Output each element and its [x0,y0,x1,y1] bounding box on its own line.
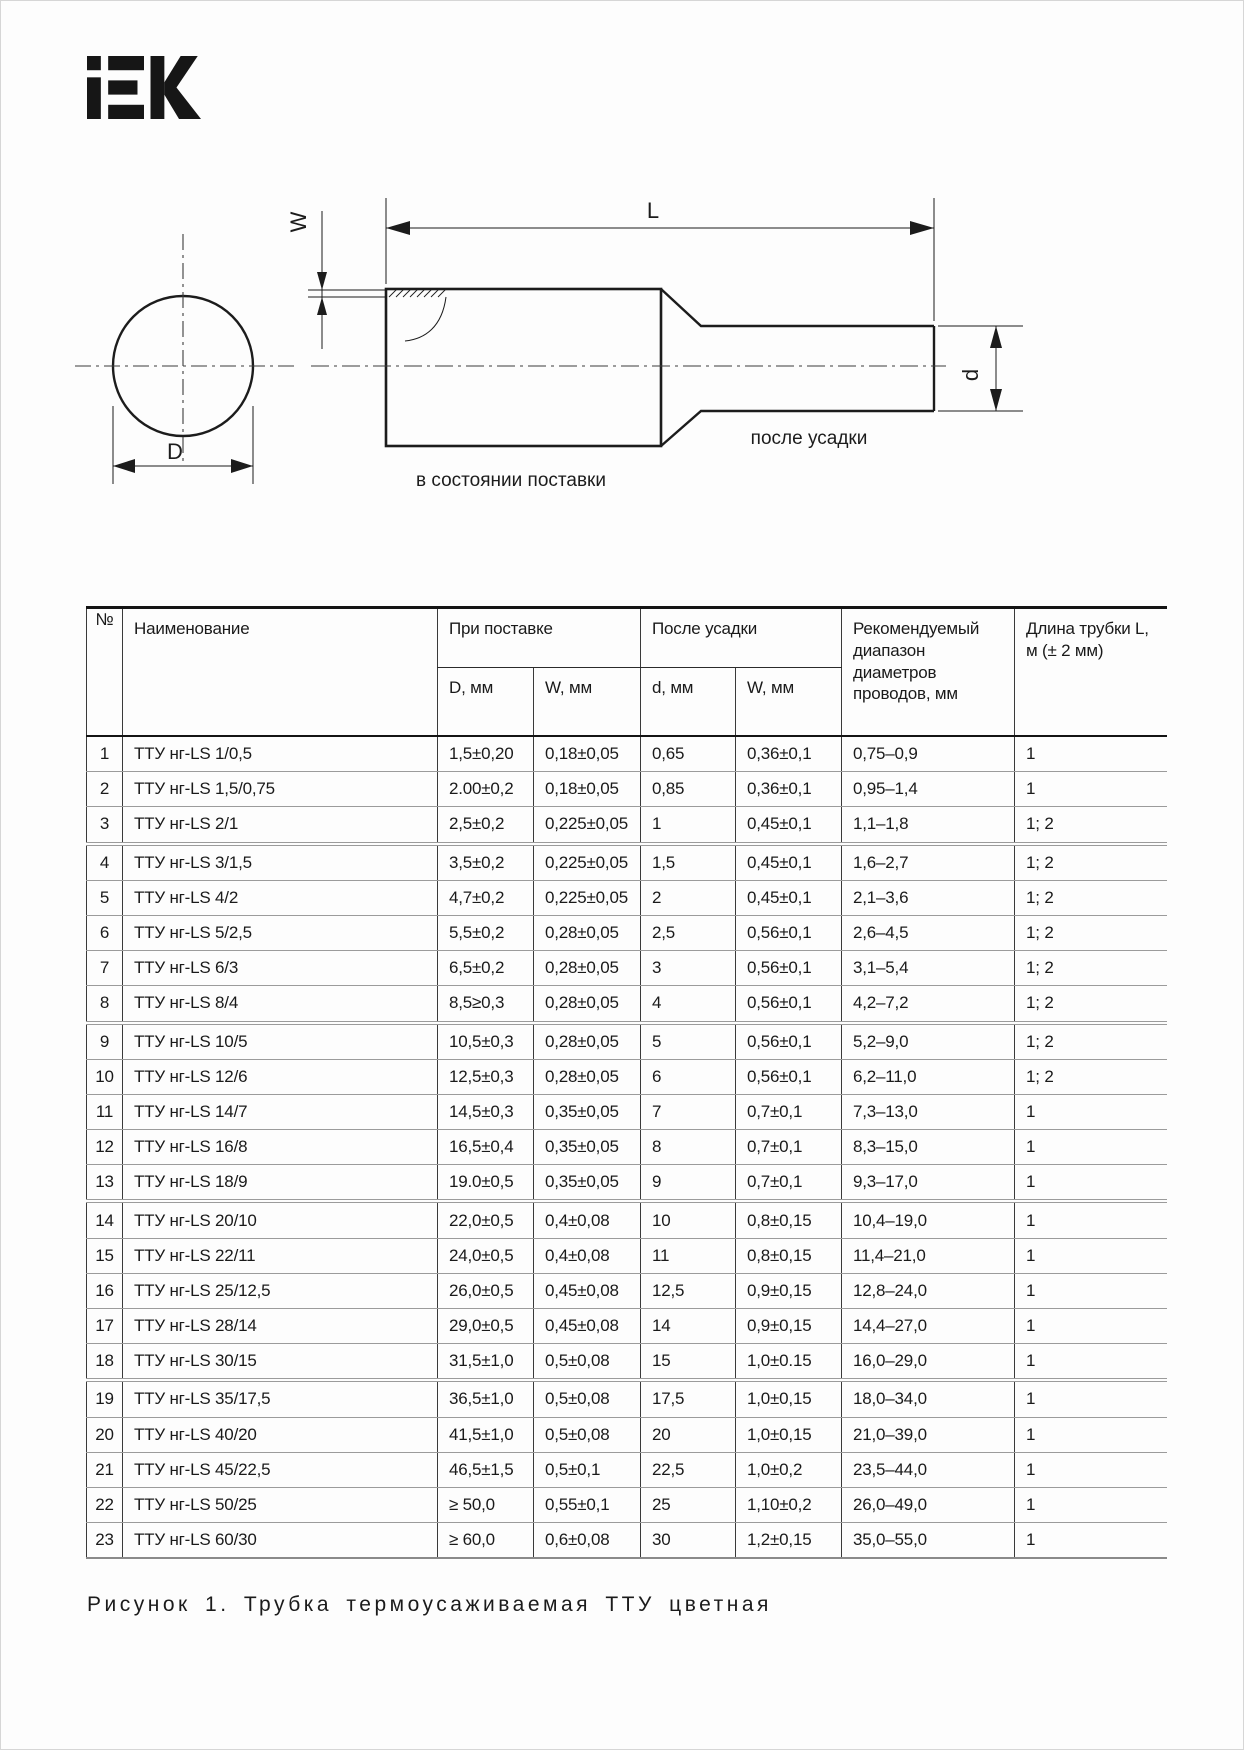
supply-wall: 0,225±0,05 [534,880,641,915]
logo-k-upper-leg [164,56,197,95]
supply-wall: 0,28±0,05 [534,1023,641,1060]
table-row [87,986,1167,1023]
wire-range: 23,5–44,0 [842,1452,1015,1487]
shrink-wall: 0,9±0,15 [736,1309,842,1344]
supply-wall: 0,18±0,05 [534,736,641,772]
table-row [87,1094,1167,1129]
product-name: ТТУ нг-LS 60/30 [123,1523,438,1559]
tube-end-view [75,234,294,462]
shrink-wall: 0,8±0,15 [736,1238,842,1273]
product-name: ТТУ нг-LS 1,5/0,75 [123,772,438,807]
supply-wall: 0,35±0,05 [534,1130,641,1165]
iek-logo [87,56,201,119]
supply-diameter: 19.0±0,5 [438,1165,534,1202]
product-name: ТТУ нг-LS 1/0,5 [123,736,438,772]
tube-length: 1 [1015,1309,1167,1344]
product-name: ТТУ нг-LS 16/8 [123,1130,438,1165]
shrink-diameter: 17,5 [641,1380,736,1417]
supply-diameter: 36,5±1,0 [438,1380,534,1417]
wire-range: 1,6–2,7 [842,844,1015,881]
tube-length: 1 [1015,1452,1167,1487]
shrink-diameter: 10 [641,1201,736,1238]
supply-diameter: ≥ 50,0 [438,1487,534,1522]
product-name: ТТУ нг-LS 25/12,5 [123,1273,438,1308]
header-shrink-d: d, мм [641,668,736,737]
row-number: 13 [87,1165,123,1202]
logo-i-dot [87,56,101,70]
product-name: ТТУ нг-LS 6/3 [123,951,438,986]
table-row [87,1417,1167,1452]
shrink-diameter: 3 [641,951,736,986]
supply-wall: 0,28±0,05 [534,1059,641,1094]
product-name: ТТУ нг-LS 8/4 [123,986,438,1023]
wire-range: 0,95–1,4 [842,772,1015,807]
table-row [87,1130,1167,1165]
tube-length: 1; 2 [1015,951,1167,986]
product-name: ТТУ нг-LS 18/9 [123,1165,438,1202]
tube-length: 1 [1015,1238,1167,1273]
row-number: 18 [87,1344,123,1381]
dimension-W [317,211,327,349]
shrink-wall: 0,45±0,1 [736,880,842,915]
shrink-wall: 0,45±0,1 [736,844,842,881]
header-supply-d: D, мм [438,668,534,737]
inner-wall-curve [405,297,446,341]
tube-length: 1 [1015,1380,1167,1417]
row-number: 11 [87,1094,123,1129]
product-name: ТТУ нг-LS 2/1 [123,807,438,844]
product-name: ТТУ нг-LS 45/22,5 [123,1452,438,1487]
logo-i-stem [87,77,101,119]
row-number: 7 [87,951,123,986]
tube-length: 1 [1015,1344,1167,1381]
shrink-diameter: 0,65 [641,736,736,772]
table-row [87,1487,1167,1522]
wire-range: 9,3–17,0 [842,1165,1015,1202]
shrink-diameter: 22,5 [641,1452,736,1487]
logo-e-bottom-bar [108,105,144,119]
header-supply-w: W, мм [534,668,641,737]
supply-wall: 0,5±0,08 [534,1344,641,1381]
product-name: ТТУ нг-LS 5/2,5 [123,915,438,950]
supply-diameter: 46,5±1,5 [438,1452,534,1487]
row-number: 6 [87,915,123,950]
tube-length: 1; 2 [1015,915,1167,950]
supply-wall: 0,225±0,05 [534,844,641,881]
table-header [87,608,1167,737]
shrink-diameter: 1 [641,807,736,844]
row-number: 2 [87,772,123,807]
supply-wall: 0,28±0,05 [534,915,641,950]
supply-diameter: 8,5≥0,3 [438,986,534,1023]
wire-range: 3,1–5,4 [842,951,1015,986]
header-shrink-group: После усадки [641,608,842,668]
tube-length: 1; 2 [1015,844,1167,881]
supply-diameter: 1,5±0,20 [438,736,534,772]
product-name: ТТУ нг-LS 20/10 [123,1201,438,1238]
tube-length: 1 [1015,736,1167,772]
supply-diameter: ≥ 60,0 [438,1523,534,1559]
supply-diameter: 10,5±0,3 [438,1023,534,1060]
product-name: ТТУ нг-LS 35/17,5 [123,1380,438,1417]
supply-wall: 0,35±0,05 [534,1165,641,1202]
supply-wall: 0,28±0,05 [534,951,641,986]
shrink-diameter: 5 [641,1023,736,1060]
shrink-wall: 1,10±0,2 [736,1487,842,1522]
tube-supply-outline [308,289,661,446]
supply-wall: 0,4±0,08 [534,1238,641,1273]
tube-length: 1 [1015,1487,1167,1522]
table-row [87,915,1167,950]
supply-diameter: 3,5±0,2 [438,844,534,881]
row-number: 14 [87,1201,123,1238]
tube-length: 1 [1015,772,1167,807]
table-row [87,772,1167,807]
supply-wall: 0,4±0,08 [534,1201,641,1238]
supply-wall: 0,45±0,08 [534,1309,641,1344]
wire-range: 2,1–3,6 [842,880,1015,915]
wire-range: 2,6–4,5 [842,915,1015,950]
shrink-wall: 0,36±0,1 [736,736,842,772]
shrink-wall: 0,56±0,1 [736,951,842,986]
tube-length: 1 [1015,1201,1167,1238]
supply-diameter: 12,5±0,3 [438,1059,534,1094]
supply-diameter: 14,5±0,3 [438,1094,534,1129]
shrink-wall: 0,56±0,1 [736,1059,842,1094]
logo-k-lower-leg [164,84,201,119]
tube-length: 1; 2 [1015,1023,1167,1060]
label-W: W [286,211,311,233]
shrink-diameter: 12,5 [641,1273,736,1308]
label-D: D [167,439,183,464]
product-name: ТТУ нг-LS 30/15 [123,1344,438,1381]
table-row [87,844,1167,881]
table-row [87,1523,1167,1559]
row-number: 15 [87,1238,123,1273]
tube-length: 1; 2 [1015,807,1167,844]
wire-range: 4,2–7,2 [842,986,1015,1023]
table-row [87,880,1167,915]
row-number: 19 [87,1380,123,1417]
wire-range: 5,2–9,0 [842,1023,1015,1060]
tube-length: 1 [1015,1165,1167,1202]
shrink-diameter: 7 [641,1094,736,1129]
header-num: № [87,608,123,737]
table-row [87,1344,1167,1381]
logo-k-stem [151,56,165,119]
shrink-wall: 0,9±0,15 [736,1273,842,1308]
tube-length: 1 [1015,1094,1167,1129]
table-row [87,1201,1167,1238]
shrink-wall: 0,56±0,1 [736,1023,842,1060]
shrink-diameter: 4 [641,986,736,1023]
shrink-wall: 1,0±0,15 [736,1380,842,1417]
supply-diameter: 41,5±1,0 [438,1417,534,1452]
wire-range: 26,0–49,0 [842,1487,1015,1522]
row-number: 1 [87,736,123,772]
table-row [87,1380,1167,1417]
product-name: ТТУ нг-LS 28/14 [123,1309,438,1344]
shrink-diameter: 9 [641,1165,736,1202]
wire-range: 8,3–15,0 [842,1130,1015,1165]
product-name: ТТУ нг-LS 12/6 [123,1059,438,1094]
supply-wall: 0,18±0,05 [534,772,641,807]
supply-diameter: 2.00±0,2 [438,772,534,807]
shrink-wall: 0,7±0,1 [736,1094,842,1129]
wire-range: 10,4–19,0 [842,1201,1015,1238]
label-L: L [646,198,660,223]
row-number: 4 [87,844,123,881]
wire-range: 12,8–24,0 [842,1273,1015,1308]
shrink-diameter: 20 [641,1417,736,1452]
supply-diameter: 24,0±0,5 [438,1238,534,1273]
table-row [87,736,1167,772]
tube-length: 1 [1015,1273,1167,1308]
wire-range: 21,0–39,0 [842,1417,1015,1452]
shrink-wall: 0,45±0,1 [736,807,842,844]
tube-dimension-diagram [61,166,1051,511]
shrink-diameter: 1,5 [641,844,736,881]
shrink-diameter: 6 [641,1059,736,1094]
wire-range: 18,0–34,0 [842,1380,1015,1417]
table-row [87,1165,1167,1202]
product-name: ТТУ нг-LS 3/1,5 [123,844,438,881]
table-row [87,807,1167,844]
product-name: ТТУ нг-LS 10/5 [123,1023,438,1060]
shrink-diameter: 2 [641,880,736,915]
shrink-wall: 0,8±0,15 [736,1201,842,1238]
supply-diameter: 22,0±0,5 [438,1201,534,1238]
tube-length: 1 [1015,1130,1167,1165]
supply-diameter: 6,5±0,2 [438,951,534,986]
wire-range: 11,4–21,0 [842,1238,1015,1273]
supply-wall: 0,45±0,08 [534,1273,641,1308]
product-name: ТТУ нг-LS 50/25 [123,1487,438,1522]
table-row [87,1238,1167,1273]
row-number: 5 [87,880,123,915]
wire-range: 35,0–55,0 [842,1523,1015,1559]
shrink-wall: 0,56±0,1 [736,986,842,1023]
figure-caption: Рисунок 1. Трубка термоусаживаемая ТТУ цветная [87,1593,772,1616]
supply-diameter: 2,5±0,2 [438,807,534,844]
supply-diameter: 16,5±0,4 [438,1130,534,1165]
shrink-wall: 0,7±0,1 [736,1130,842,1165]
wire-range: 1,1–1,8 [842,807,1015,844]
table-row [87,1023,1167,1060]
product-name: ТТУ нг-LS 40/20 [123,1417,438,1452]
shrink-wall: 0,36±0,1 [736,772,842,807]
shrink-diameter: 25 [641,1487,736,1522]
shrink-wall: 0,56±0,1 [736,915,842,950]
supply-diameter: 5,5±0,2 [438,915,534,950]
shrink-diameter: 2,5 [641,915,736,950]
shrink-diameter: 30 [641,1523,736,1559]
row-number: 10 [87,1059,123,1094]
row-number: 3 [87,807,123,844]
table-body [87,736,1167,1558]
supply-wall: 0,5±0,08 [534,1380,641,1417]
supply-wall: 0,5±0,08 [534,1417,641,1452]
row-number: 21 [87,1452,123,1487]
shrink-wall: 1,2±0,15 [736,1523,842,1559]
wire-range: 16,0–29,0 [842,1344,1015,1381]
table-row [87,1452,1167,1487]
shrink-wall: 1,0±0.15 [736,1344,842,1381]
wire-range: 6,2–11,0 [842,1059,1015,1094]
logo-e-top-bar [108,56,144,70]
tube-length: 1 [1015,1523,1167,1559]
table-row [87,951,1167,986]
tube-length: 1 [1015,1417,1167,1452]
supply-wall: 0,225±0,05 [534,807,641,844]
shrink-diameter: 11 [641,1238,736,1273]
row-number: 9 [87,1023,123,1060]
product-name: ТТУ нг-LS 22/11 [123,1238,438,1273]
spec-table [86,606,1167,1559]
row-number: 16 [87,1273,123,1308]
header-name: Наименование [123,608,438,737]
wire-range: 0,75–0,9 [842,736,1015,772]
supply-wall: 0,6±0,08 [534,1523,641,1559]
supply-diameter: 31,5±1,0 [438,1344,534,1381]
supply-wall: 0,35±0,05 [534,1094,641,1129]
row-number: 22 [87,1487,123,1522]
label-supply-state: в состоянии поставки [416,470,606,491]
supply-diameter: 29,0±0,5 [438,1309,534,1344]
shrink-diameter: 14 [641,1309,736,1344]
shrink-diameter: 15 [641,1344,736,1381]
table-row [87,1273,1167,1308]
label-d: d [958,368,983,382]
row-number: 23 [87,1523,123,1559]
header-tube-length: Длина трубки L, м (± 2 мм) [1015,608,1167,737]
tube-shrunk-outline [661,289,934,446]
supply-wall: 0,5±0,1 [534,1452,641,1487]
logo-e-mid-bar [108,80,137,94]
shrink-diameter: 8 [641,1130,736,1165]
product-name: ТТУ нг-LS 14/7 [123,1094,438,1129]
shrink-wall: 0,7±0,1 [736,1165,842,1202]
row-number: 12 [87,1130,123,1165]
tube-length: 1; 2 [1015,1059,1167,1094]
wire-range: 7,3–13,0 [842,1094,1015,1129]
wire-range: 14,4–27,0 [842,1309,1015,1344]
row-number: 20 [87,1417,123,1452]
tube-length: 1; 2 [1015,986,1167,1023]
header-supply-group: При поставке [438,608,641,668]
supply-wall: 0,28±0,05 [534,986,641,1023]
supply-wall: 0,55±0,1 [534,1487,641,1522]
dimension-d [938,326,1023,411]
supply-diameter: 4,7±0,2 [438,880,534,915]
table-row [87,1309,1167,1344]
supply-diameter: 26,0±0,5 [438,1273,534,1308]
row-number: 8 [87,986,123,1023]
row-number: 17 [87,1309,123,1344]
table-row [87,1059,1167,1094]
shrink-diameter: 0,85 [641,772,736,807]
product-name: ТТУ нг-LS 4/2 [123,880,438,915]
header-wire-range: Рекомендуемый диапазон диаметров проводов, мм [842,608,1015,737]
shrink-wall: 1,0±0,15 [736,1417,842,1452]
tube-length: 1; 2 [1015,880,1167,915]
label-after-shrink: после усадки [750,428,868,449]
shrink-wall: 1,0±0,2 [736,1452,842,1487]
header-shrink-w: W, мм [736,668,842,737]
